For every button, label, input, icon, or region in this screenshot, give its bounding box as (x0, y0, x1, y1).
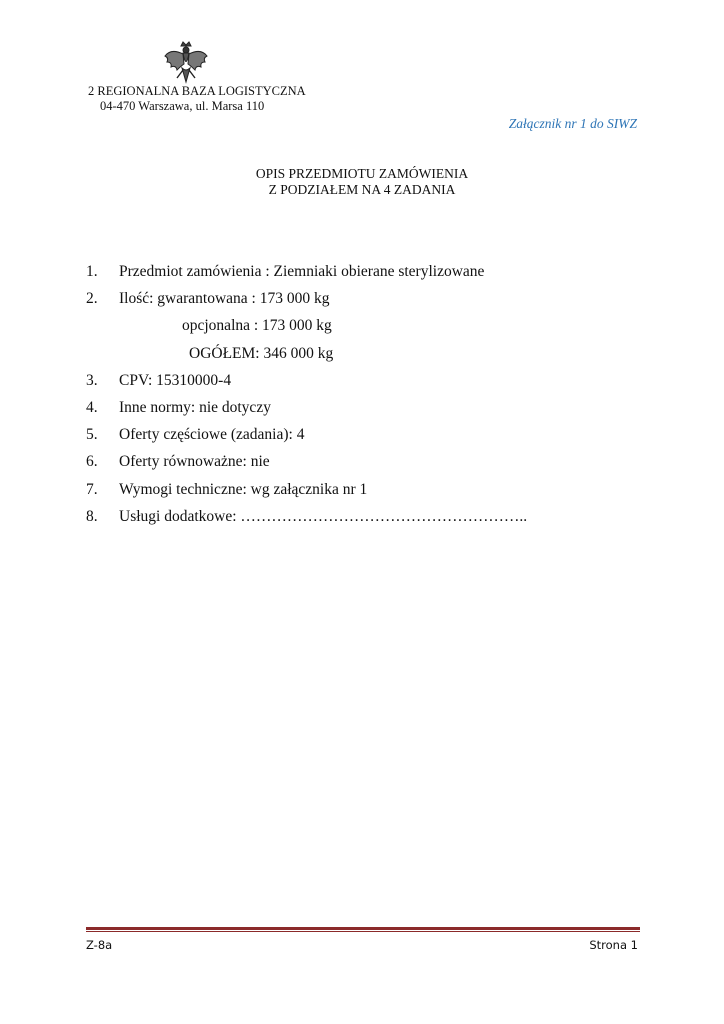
organization-name: 2 REGIONALNA BAZA LOGISTYCZNA (88, 84, 306, 98)
item-text: Usługi dodatkowe: ……………………………………………….. (119, 507, 528, 525)
item-number: 5. (86, 426, 98, 444)
item-number: 4. (86, 398, 98, 416)
footer-rule (86, 927, 640, 930)
item-number: 3. (86, 371, 98, 389)
item-text: Oferty równoważne: nie (119, 453, 270, 471)
organization-address: 04-470 Warszawa, ul. Marsa 110 (100, 99, 265, 113)
item-text: CPV: 15310000-4 (119, 371, 232, 389)
title-line-1: OPIS PRZEDMIOTU ZAMÓWIENIA (255, 166, 469, 181)
organization-block (88, 84, 306, 114)
item-text: opcjonalna : 173 000 kg (182, 317, 332, 335)
footer-rule-thin (86, 931, 640, 932)
footer-document-code: Z-8a (86, 938, 113, 952)
item-number: 2. (86, 290, 98, 308)
item-text: Wymogi techniczne: wg załącznika nr 1 (119, 480, 368, 498)
polish-eagle-emblem-icon (163, 40, 209, 86)
item-text: OGÓŁEM: 346 000 kg (189, 344, 334, 362)
item-number: 7. (86, 480, 98, 498)
document-title (0, 166, 724, 198)
item-text: Przedmiot zamówienia : Ziemniaki obierane sterylizowane (119, 263, 485, 280)
footer-page-number: Strona 1 (589, 938, 638, 952)
title-line-2: Z PODZIAŁEM NA 4 ZADANIA (268, 182, 456, 197)
item-number: 6. (86, 453, 98, 471)
item-text: Ilość: gwarantowana : 173 000 kg (119, 290, 330, 308)
item-text: Oferty częściowe (zadania): 4 (119, 426, 305, 444)
annex-label: Załącznik nr 1 do SIWZ (508, 116, 637, 131)
item-number: 8. (86, 507, 98, 525)
item-number: 1. (86, 263, 98, 280)
item-text: Inne normy: nie dotyczy (119, 398, 271, 416)
